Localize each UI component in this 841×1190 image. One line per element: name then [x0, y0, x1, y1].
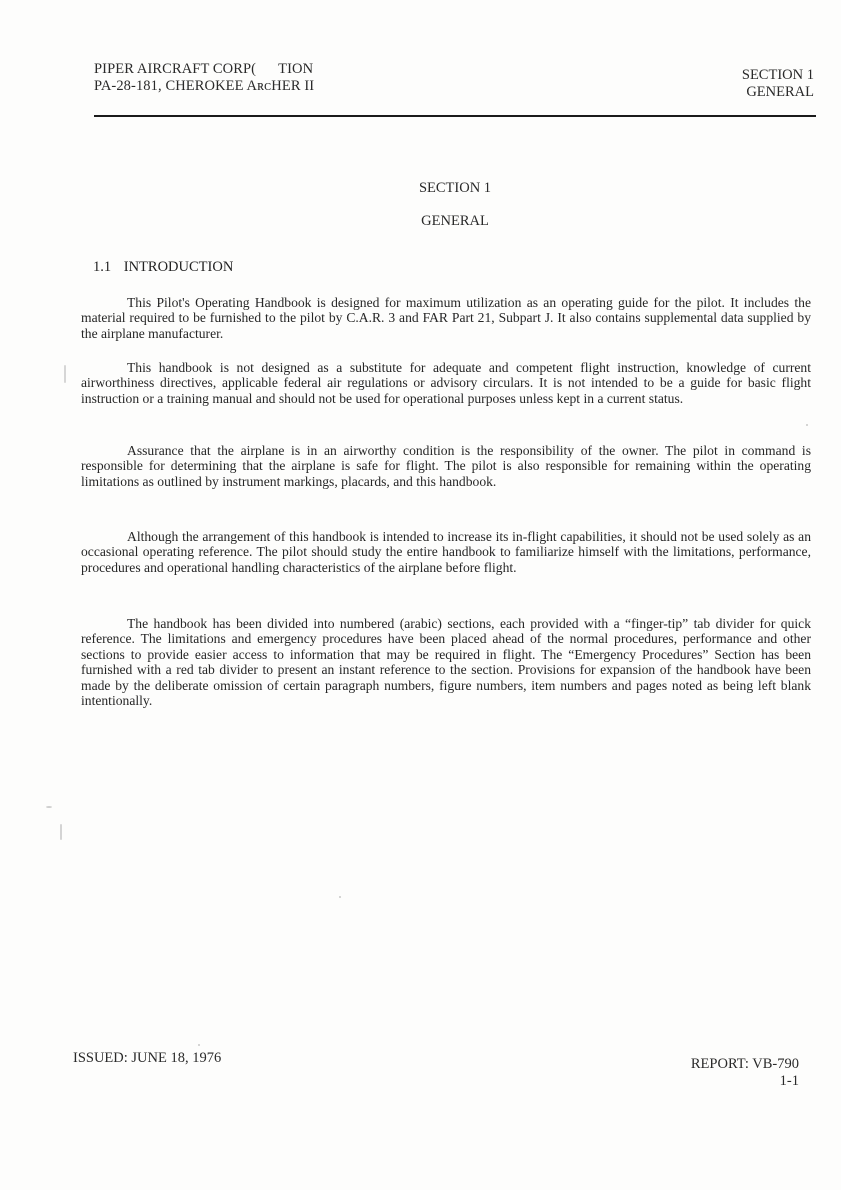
paragraph-text: This Pilot's Operating Handbook is designed for maximum utilization as an operating guide for the pilot. It includes the material required to be furnished to the pilot by C.A.R. 3 and FAR Part 21, Subpart J. It also contains supplemental data supplied by the airplane manufacturer. — [81, 295, 811, 341]
scan-speck — [339, 896, 341, 898]
paragraph-text: Although the arrangement of this handbook is intended to increase its in-flight capabilities, it should not be used solely as an occasional operating reference. The pilot should study the entire handbook to familiarize himself with the limitations, performance, procedures and operational handling characteristics of the airplane before flight. — [81, 529, 811, 575]
paragraph-1 — [81, 295, 811, 341]
header-publisher — [94, 61, 314, 95]
header-company: PIPER AIRCRAFT CORP( TION — [94, 61, 314, 77]
paragraph-text: This handbook is not designed as a substitute for adequate and competent flight instruction, knowledge of current airworthiness directives, applicable federal air regulations or advisory circulars. It is not intended to be a guide for basic flight instruction or a training manual and should not be used for operational purposes unless kept in a current status. — [81, 360, 811, 406]
footer-page-number: 1-1 — [779, 1073, 799, 1089]
footer-report: REPORT: VB-790 — [690, 1056, 799, 1072]
paragraph-3 — [81, 443, 811, 489]
scan-speck — [60, 824, 62, 840]
scan-speck — [46, 806, 52, 808]
header-section — [742, 67, 814, 101]
subsection-heading — [93, 259, 233, 276]
scan-speck — [64, 365, 66, 383]
section-title: GENERAL — [421, 213, 489, 229]
section-number: SECTION 1 — [418, 180, 492, 196]
paragraph-text: The handbook has been divided into numbered (arabic) sections, each provided with a “finger-tip” tab divider for quick reference. The limitations and emergency procedures have been placed ahead of the normal procedures, performance and other sections to provide easier access to information that may be required in flight. The “Emergency Procedures” Section has been furnished with a red tab divider to present an instant reference to the section. Provisions for expansion of the handbook have been made by the deliberate omission of certain paragraph numbers, figure numbers, item numbers and pages noted as being left blank intentionally. — [81, 616, 811, 709]
paragraph-5 — [81, 616, 811, 708]
paragraph-2 — [81, 360, 811, 406]
scan-speck — [806, 424, 808, 426]
header-section-name: GENERAL — [746, 84, 814, 100]
subsection-title: INTRODUCTION — [123, 259, 234, 275]
header-model: PA-28-181, CHEROKEE AʀᴄHER II — [94, 78, 315, 94]
scan-speck — [198, 1044, 200, 1046]
header-section-number: SECTION 1 — [741, 67, 814, 83]
footer-report-block — [691, 1056, 799, 1090]
paragraph-text: Assurance that the airplane is in an airworthy condition is the responsibility of the owner. The pilot in command is responsible for determining that the airplane is safe for flight. The pilot is also responsible for remaining within the operating limitations as outlined by instrument markings, placards, and this handbook. — [81, 443, 811, 489]
footer-issued: ISSUED: JUNE 18, 1976 — [73, 1050, 222, 1066]
subsection-number: 1.1 — [93, 259, 112, 275]
paragraph-4 — [81, 529, 811, 575]
header-divider — [94, 115, 816, 117]
